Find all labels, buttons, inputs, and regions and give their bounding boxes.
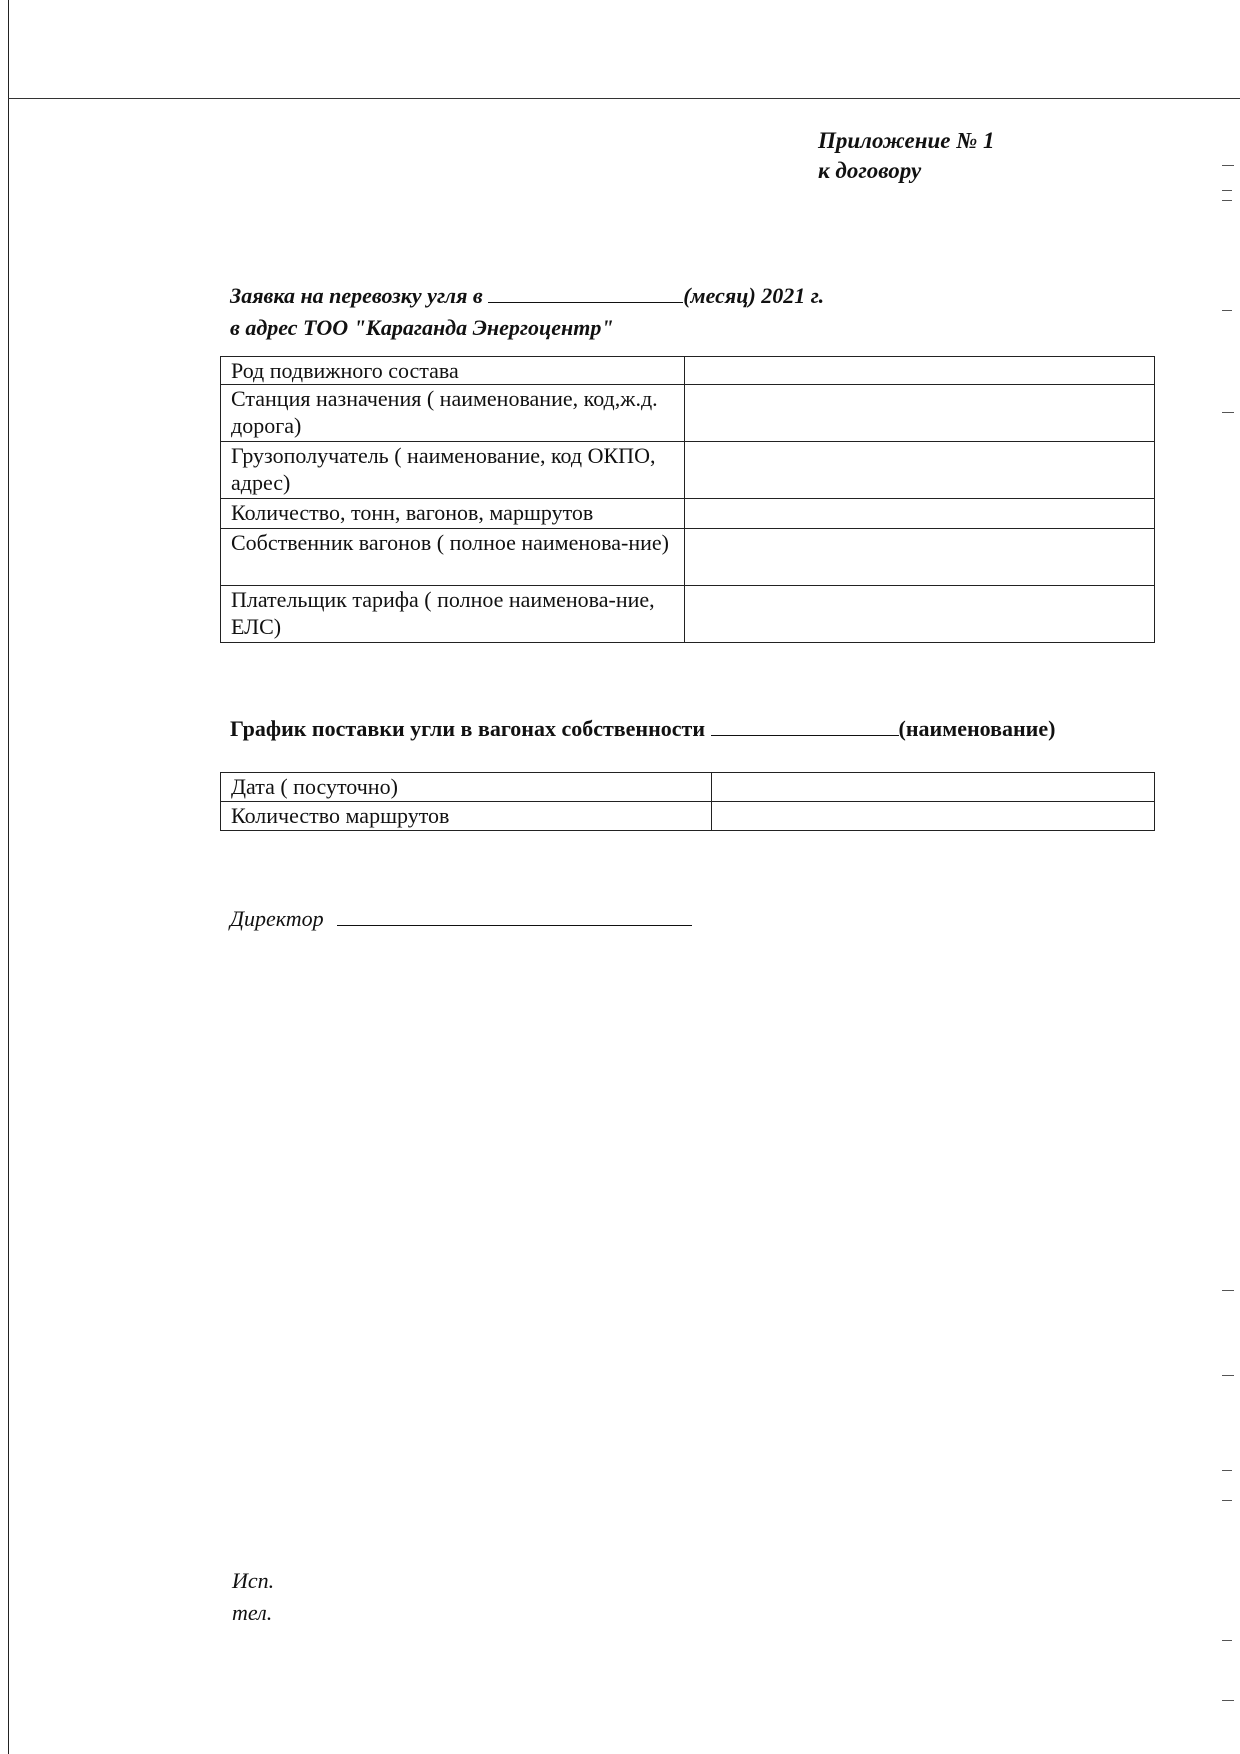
table-row: [221, 586, 1155, 643]
scan-mark: [1222, 165, 1234, 166]
phone-label: тел.: [232, 1600, 273, 1625]
executor-block: [232, 1565, 274, 1629]
page-left-edge: [8, 0, 9, 1754]
row-label: Станция назначения ( наименование, код,ж.д. дорога): [221, 385, 685, 442]
row-label: Род подвижного состава: [221, 357, 685, 385]
executor-label: Исп.: [232, 1568, 275, 1593]
request-title: Заявка на перевозку угля в: [230, 283, 483, 308]
value-cell[interactable]: [712, 802, 1155, 831]
request-heading: [230, 280, 824, 344]
table-row: [221, 357, 1155, 385]
appendix-contract: к договору: [818, 158, 922, 183]
value-cell[interactable]: [685, 357, 1155, 385]
scan-mark: [1222, 1290, 1234, 1291]
request-month-year: (месяц) 2021 г.: [683, 283, 825, 308]
row-label: Плательщик тарифа ( полное наименова-ние, ЕЛС): [221, 586, 685, 643]
director-label: Директор: [230, 906, 324, 931]
value-cell[interactable]: [685, 499, 1155, 529]
signature-line[interactable]: [337, 925, 692, 926]
request-table: [220, 356, 1155, 643]
schedule-table: [220, 772, 1155, 831]
schedule-title-suffix: (наименование): [898, 716, 1056, 741]
scan-mark: [1222, 1640, 1232, 1641]
row-label: Количество маршрутов: [221, 802, 712, 831]
table-row: [221, 499, 1155, 529]
table-row: [221, 773, 1155, 802]
scan-mark: [1222, 1700, 1234, 1701]
scan-mark: [1222, 190, 1232, 191]
table-row: [221, 802, 1155, 831]
value-cell[interactable]: [685, 385, 1155, 442]
scan-mark: [1222, 1500, 1232, 1501]
request-line-1: [230, 280, 824, 312]
header-rule: [8, 98, 1240, 99]
request-address: в адрес ТОО "Караганда Энергоцентр": [230, 315, 614, 340]
scan-mark: [1222, 412, 1234, 413]
scan-mark: [1222, 310, 1232, 311]
scan-mark: [1222, 1470, 1232, 1471]
scan-mark: [1222, 200, 1232, 201]
row-label: Грузополучатель ( наименование, код ОКПО, адрес): [221, 442, 685, 499]
value-cell[interactable]: [685, 529, 1155, 586]
schedule-heading: [230, 714, 1055, 744]
month-blank-line[interactable]: [488, 302, 683, 303]
owner-blank-line[interactable]: [711, 735, 899, 736]
value-cell[interactable]: [712, 773, 1155, 802]
value-cell[interactable]: [685, 442, 1155, 499]
appendix-heading: [818, 126, 995, 186]
row-label: Собственник вагонов ( полное наименова-ние): [221, 529, 685, 586]
scan-mark: [1222, 1375, 1234, 1376]
signature-block: [230, 904, 692, 934]
schedule-title: График поставки угли в вагонах собственности: [230, 716, 706, 741]
table-row: [221, 385, 1155, 442]
row-label: Количество, тонн, вагонов, маршрутов: [221, 499, 685, 529]
table-row: [221, 529, 1155, 586]
row-label: Дата ( посуточно): [221, 773, 712, 802]
appendix-title: Приложение № 1: [818, 128, 995, 153]
value-cell[interactable]: [685, 586, 1155, 643]
table-row: [221, 442, 1155, 499]
